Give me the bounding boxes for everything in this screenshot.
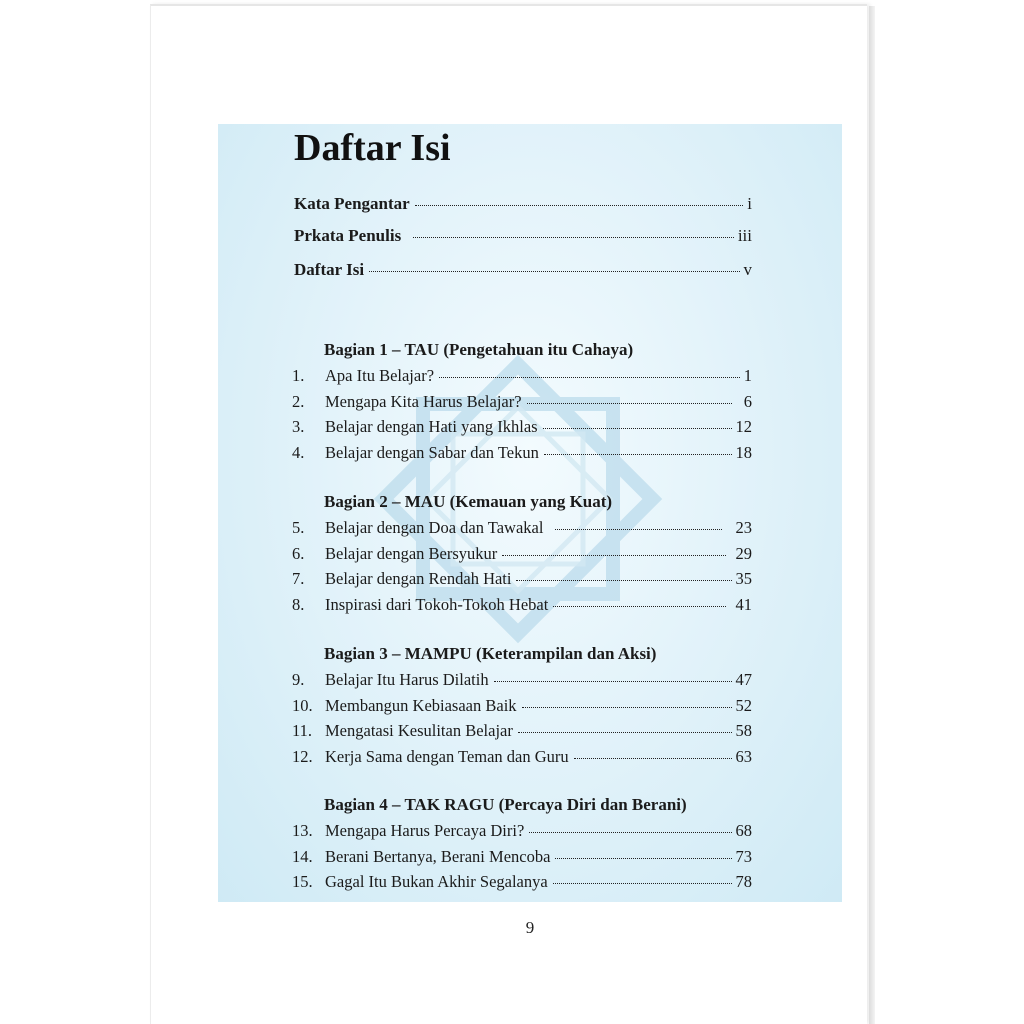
content-panel	[218, 124, 842, 902]
toc-entry-page: 6	[743, 391, 752, 411]
entry-number: 2.	[292, 391, 305, 411]
dot-leader	[574, 758, 732, 759]
toc-entry-page: 29	[735, 543, 752, 563]
toc-section-3	[292, 641, 752, 769]
toc-entry	[292, 515, 752, 541]
toc-entry	[292, 844, 752, 870]
dot-leader	[413, 237, 734, 238]
entry-number: 15.	[292, 872, 313, 891]
toc-entry-label: Membangun Kebiasaan Baik	[325, 695, 517, 715]
dot-leader	[502, 555, 725, 556]
toc-entry-label: Belajar dengan Hati yang Ikhlas	[325, 417, 538, 436]
toc-entry-page: 73	[735, 846, 752, 866]
toc-entry-label: Belajar dengan Sabar dan Tekun	[325, 442, 539, 462]
entry-number: 5.	[292, 518, 305, 537]
dot-leader	[369, 271, 739, 272]
toc-entry-page: 18	[735, 442, 752, 462]
toc-entry-page: 68	[735, 821, 752, 840]
toc-entry-label: Mengapa Harus Percaya Diri?	[325, 821, 525, 840]
toc-entry-label: Berani Bertanya, Berani Mencoba	[325, 846, 551, 866]
toc-entry-page: v	[743, 260, 752, 279]
dot-leader	[544, 454, 732, 455]
toc-entry-page: 23	[735, 518, 752, 537]
toc-entry-page: i	[747, 194, 752, 213]
toc-entry-page: iii	[737, 226, 752, 245]
toc-entry	[294, 194, 752, 226]
toc-entry	[292, 818, 752, 844]
dot-leader	[529, 832, 731, 833]
toc-entry-label: Belajar Itu Harus Dilatih	[325, 670, 489, 689]
toc-entry-page: 41	[735, 594, 752, 614]
entry-number: 9.	[292, 670, 305, 689]
toc-entry-label: Belajar dengan Rendah Hati	[325, 569, 512, 588]
toc-entry-page: 63	[735, 746, 752, 766]
toc-entry-label: Gagal Itu Bukan Akhir Segalanya	[325, 872, 548, 891]
toc-entry-page: 47	[735, 670, 752, 689]
toc-entry-page: 35	[735, 569, 752, 588]
page-number: 9	[525, 918, 535, 937]
toc-entry	[292, 363, 752, 389]
toc-entry-label: Belajar dengan Doa dan Tawakal	[325, 518, 544, 537]
toc-entry	[292, 414, 752, 440]
entry-number: 4.	[292, 442, 305, 462]
toc-entry	[292, 592, 752, 618]
toc-section-1	[292, 337, 752, 465]
dot-leader	[439, 377, 740, 378]
section-heading: Bagian 1 – TAU (Pengetahuan itu Cahaya)	[324, 340, 634, 359]
toc-entry	[292, 440, 752, 466]
dot-leader	[553, 606, 725, 607]
toc-entry-label: Kata Pengantar	[294, 194, 410, 213]
dot-leader	[516, 580, 731, 581]
toc-entry	[292, 566, 752, 592]
toc-entry-page: 58	[735, 721, 752, 740]
section-heading: Bagian 4 – TAK RAGU (Percaya Diri dan Berani)	[324, 795, 687, 814]
section-heading: Bagian 2 – MAU (Kemauan yang Kuat)	[324, 492, 613, 511]
entry-number: 13.	[292, 821, 313, 840]
toc-entry-label: Mengatasi Kesulitan Belajar	[325, 721, 513, 740]
dot-leader	[415, 205, 744, 206]
dot-leader	[543, 428, 732, 429]
toc-entry	[292, 541, 752, 567]
entry-number: 12.	[292, 746, 313, 766]
dot-leader	[518, 732, 732, 733]
dot-leader	[555, 529, 721, 530]
toc-entry-label: Belajar dengan Bersyukur	[325, 543, 498, 563]
toc-entry-label: Mengapa Kita Harus Belajar?	[325, 391, 522, 411]
toc-entry-label: Inspirasi dari Tokoh-Tokoh Hebat	[325, 594, 549, 614]
toc-section-4	[292, 792, 752, 895]
toc-entry	[294, 260, 752, 292]
entry-number: 6.	[292, 543, 305, 563]
entry-number: 14.	[292, 846, 313, 866]
entry-number: 10.	[292, 695, 313, 715]
entry-number: 11.	[292, 721, 313, 740]
toc-entry	[292, 869, 752, 895]
toc-section-2	[292, 489, 752, 617]
entry-number: 1.	[292, 366, 305, 385]
toc-entry-label: Daftar Isi	[294, 260, 365, 279]
dot-leader	[522, 707, 732, 708]
toc-entry	[292, 667, 752, 693]
dot-leader	[494, 681, 732, 682]
toc-entry-page: 78	[735, 872, 752, 891]
toc-entry-page: 1	[743, 366, 752, 385]
toc-entry-label: Prkata Penulis	[294, 226, 402, 245]
toc-entry	[292, 744, 752, 770]
dot-leader	[553, 883, 732, 884]
toc-entry-label: Apa Itu Belajar?	[325, 366, 435, 385]
entry-number: 7.	[292, 569, 305, 588]
toc-entry-page: 12	[735, 417, 752, 436]
toc-entry	[292, 718, 752, 744]
entry-number: 3.	[292, 417, 305, 436]
page-title: Daftar Isi	[294, 127, 451, 169]
toc-entry-label: Kerja Sama dengan Teman dan Guru	[325, 746, 569, 766]
section-heading: Bagian 3 – MAMPU (Keterampilan dan Aksi)	[324, 644, 657, 663]
dot-leader	[555, 858, 731, 859]
entry-number: 8.	[292, 594, 305, 614]
toc-entry	[292, 389, 752, 415]
front-matter-list	[294, 194, 752, 292]
toc-entry	[294, 226, 752, 260]
toc-entry-page: 52	[735, 695, 752, 715]
dot-leader	[527, 403, 732, 404]
toc-entry	[292, 693, 752, 719]
